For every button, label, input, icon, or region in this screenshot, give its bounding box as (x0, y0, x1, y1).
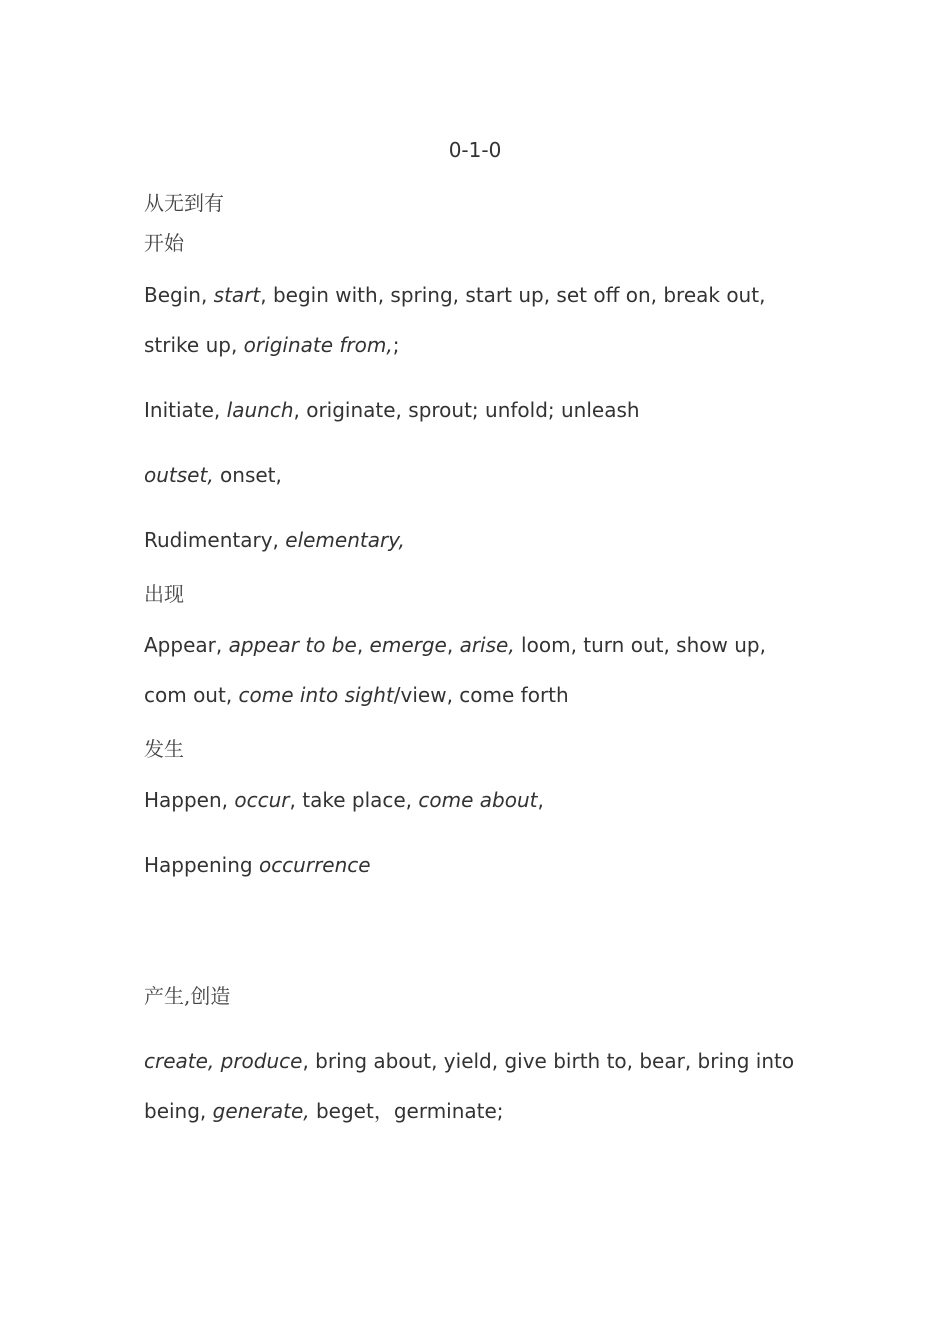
emphasis-generate: generate, (212, 1099, 310, 1123)
text-run: Rudimentary, (144, 528, 286, 552)
happening-paragraph (144, 840, 806, 890)
emphasis-create-produce: create, produce (144, 1049, 303, 1073)
text-run: , take place, (289, 788, 419, 812)
text-run: , (356, 633, 370, 657)
emphasis-outset: outset, (144, 463, 214, 487)
initiate-synonyms-paragraph (144, 385, 806, 435)
create-synonyms-paragraph (144, 1036, 806, 1136)
text-run: , bring about, yield, give birth to, bear, bring into being, (144, 1049, 795, 1123)
outset-paragraph (144, 450, 806, 500)
emphasis-launch: launch (226, 398, 294, 422)
happen-synonyms-paragraph (144, 775, 806, 825)
emphasis-come-about: come about (418, 788, 538, 812)
text-run: Begin, (144, 283, 214, 307)
text-run: onset, (213, 463, 282, 487)
document-title: 0-1-0 (448, 138, 502, 162)
text-run: loom, turn out, show up, com out, (144, 633, 766, 707)
emphasis-start: start (213, 283, 261, 307)
heading-appear: 出现 (144, 582, 184, 606)
text-run: Initiate, (144, 398, 227, 422)
appear-synonyms-paragraph (144, 620, 806, 720)
emphasis-arise: arise, (459, 633, 515, 657)
emphasis-elementary: elementary, (285, 528, 405, 552)
begin-synonyms-paragraph (144, 270, 806, 370)
heading-begin: 开始 (144, 231, 184, 255)
text-run: , originate, sprout; unfold; unleash (293, 398, 640, 422)
emphasis-emerge: emerge (369, 633, 447, 657)
emphasis-occurrence: occurrence (258, 853, 371, 877)
text-run: , begin with, spring, start up, set off on, break out, strike up, (144, 283, 766, 357)
text-run: Happening (144, 853, 259, 877)
text-run: , (446, 633, 460, 657)
heading-happen: 发生 (144, 737, 184, 761)
text-run: , (537, 788, 544, 812)
rudimentary-paragraph (144, 515, 806, 565)
text-run: /view, come forth (393, 683, 569, 707)
emphasis-come-into-sight: come into sight (238, 683, 394, 707)
emphasis-appear-to-be: appear to be (228, 633, 357, 657)
text-run: beget，germinate; (309, 1099, 504, 1123)
heading-create: 产生,创造 (144, 984, 231, 1008)
text-run: ; (392, 333, 400, 357)
heading-from-nothing: 从无到有 (144, 191, 224, 215)
emphasis-occur: occur (234, 788, 290, 812)
text-run: Happen, (144, 788, 235, 812)
text-run: Appear, (144, 633, 229, 657)
emphasis-originate-from: originate from, (243, 333, 393, 357)
